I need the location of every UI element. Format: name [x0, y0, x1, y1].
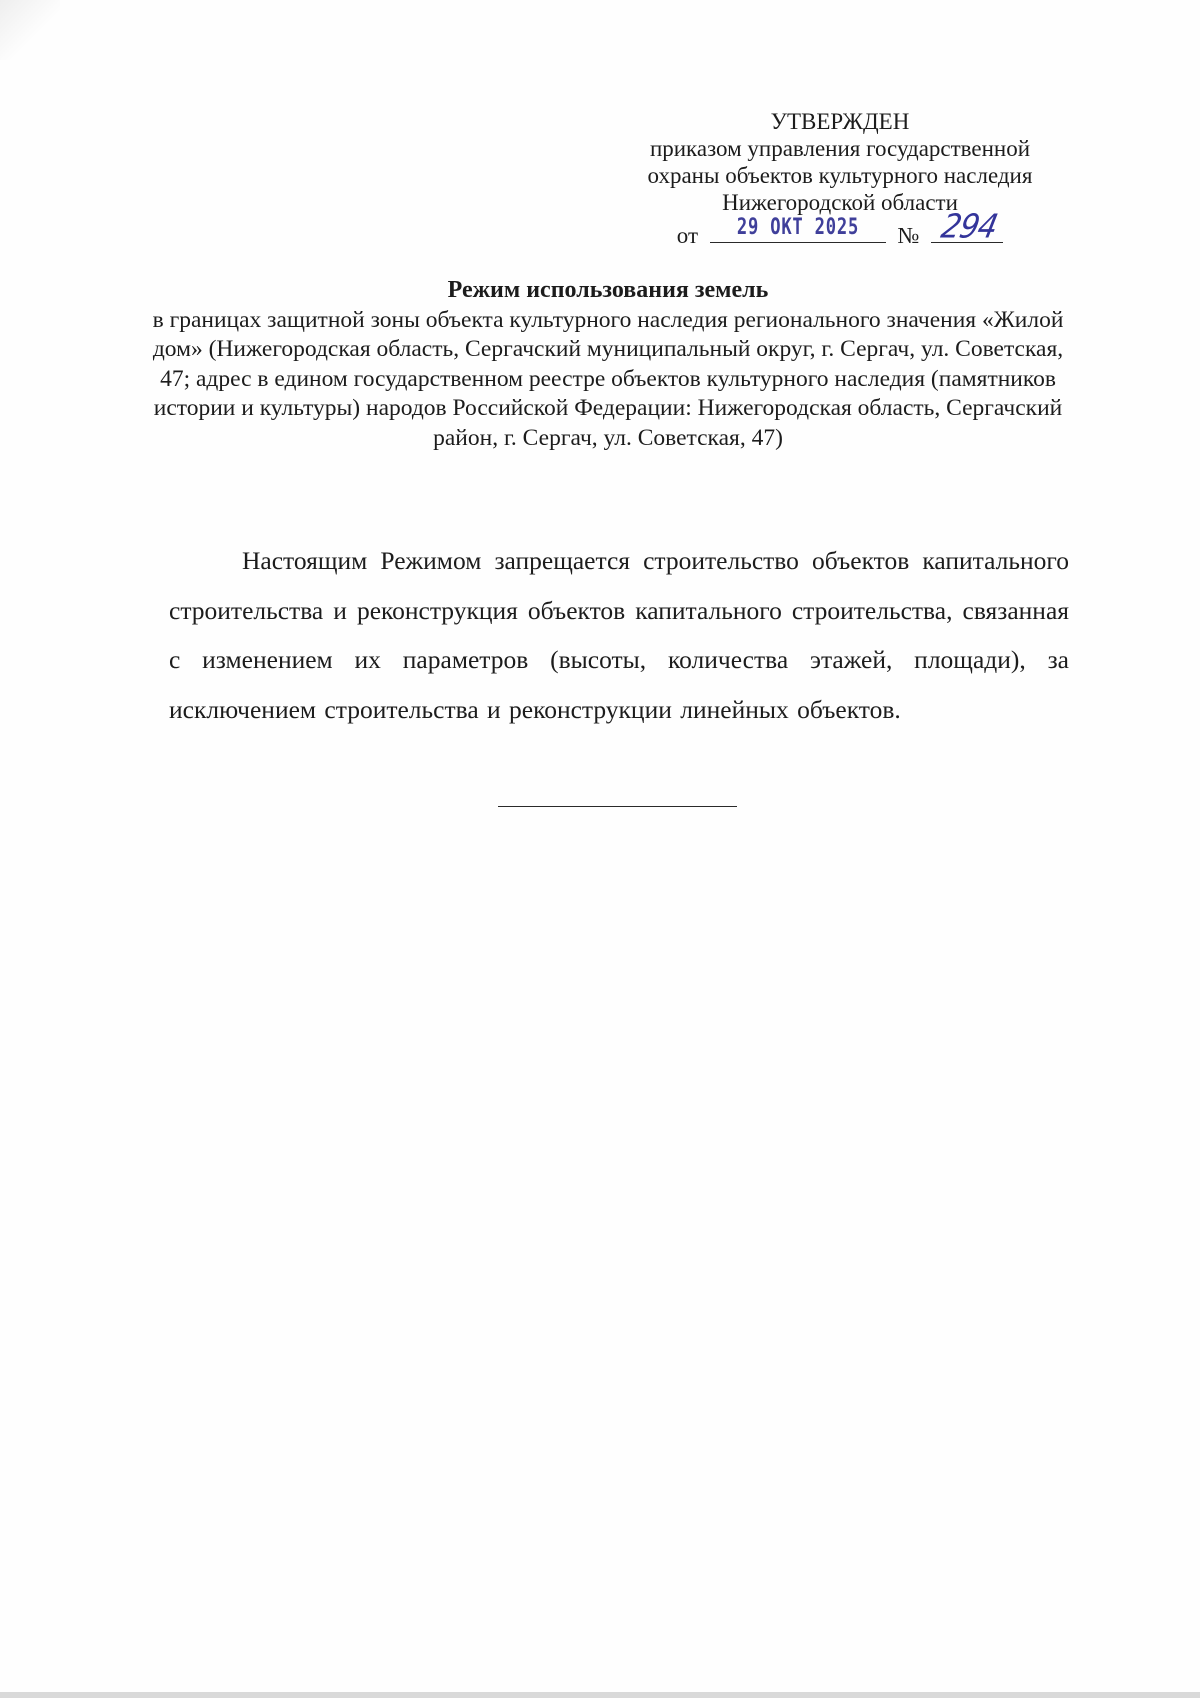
- number-sign: №: [897, 223, 920, 248]
- scan-shadow: [0, 0, 60, 60]
- document-subtitle: в границах защитной зоны объекта культурного наследия регионального значения «Жилой дом» (Нижегородская область, Сергачский муниципальный округ, г. Сергач, ул. Советская, 47; адрес в едином государственном реестре объектов культурного наследия (памятников истории и культуры) народов Российской Федерации: Нижегородская область, Сергачский район, г. Сергач, ул. Советская, 47): [152, 306, 1064, 451]
- date-prefix: от: [676, 223, 699, 248]
- date-stamp: 29 ОКТ 2025: [736, 215, 859, 240]
- number-field: [931, 207, 1003, 247]
- date-field: [710, 215, 886, 243]
- closing-rule: [498, 806, 737, 807]
- document-title-block: [150, 276, 1066, 453]
- body-paragraph: Настоящим Режимом запрещается строительство объектов капитального строительства и реконструкция объектов капитального строительства, связанная с изменением их параметров (высоты, количества этажей, площади), за исключением строительства и реконструкции линейных объектов.: [169, 546, 1069, 724]
- approval-label: УТВЕРЖДЕН: [770, 109, 910, 134]
- document-title: Режим использования земель: [447, 277, 769, 303]
- approval-line-2: охраны объектов культурного наследия: [647, 163, 1033, 188]
- handwritten-number: 294: [938, 207, 1001, 247]
- scan-edge-shadow: [0, 1692, 1200, 1698]
- approval-line-1: приказом управления государственной: [649, 136, 1031, 161]
- approval-date-row: [620, 207, 1060, 249]
- approval-block: [620, 108, 1060, 249]
- approval-line-3: Нижегородской области: [722, 190, 958, 215]
